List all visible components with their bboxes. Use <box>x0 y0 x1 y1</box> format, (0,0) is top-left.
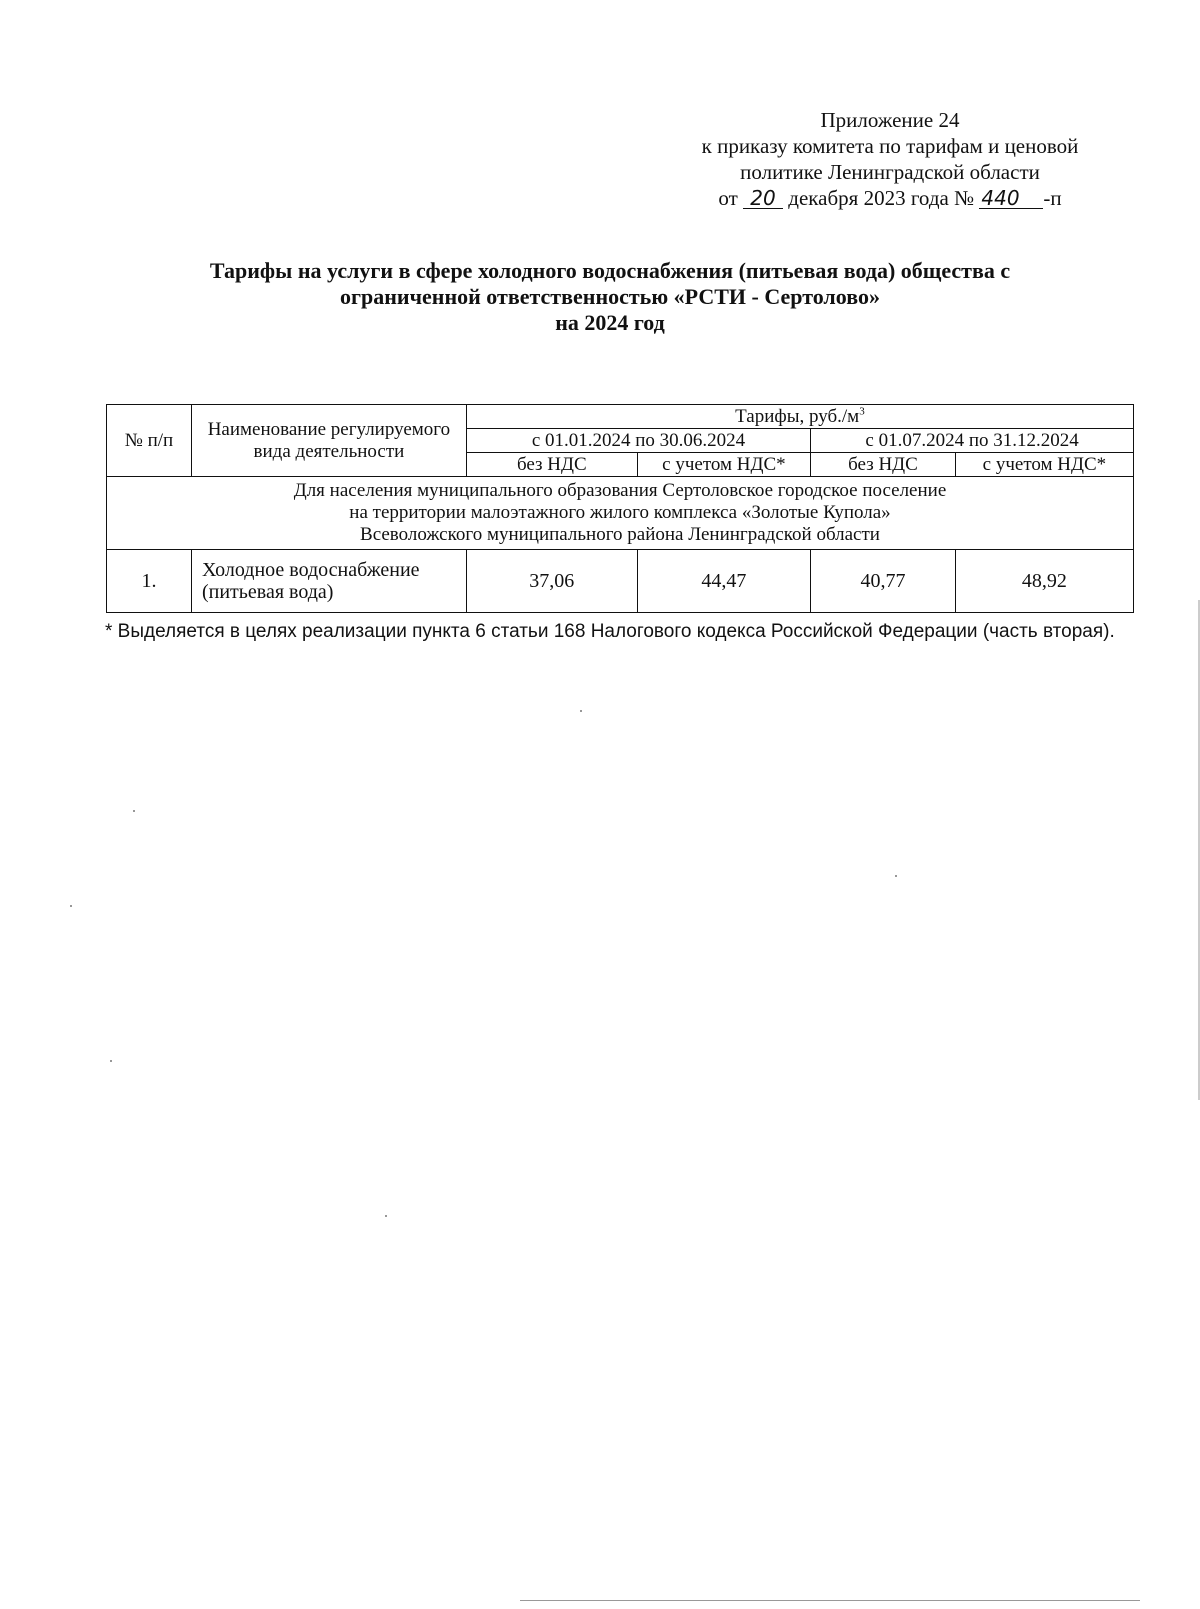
section-line-1: Для населения муниципального образования Сертоловское городское поселение <box>293 480 947 501</box>
handwritten-number: 440 <box>979 188 1043 209</box>
header-period-2: с 01.07.2024 по 31.12.2024 <box>811 429 1134 453</box>
number-suffix: -п <box>1043 186 1062 210</box>
section-line-3: Всеволожского муниципального района Ленинградской области <box>360 524 880 545</box>
header-p2-with-vat: с учетом НДС* <box>955 453 1133 477</box>
handwritten-day: 20 <box>743 188 783 209</box>
scan-speck <box>70 905 72 907</box>
header-tariffs-sup: 3 <box>859 405 865 418</box>
title-line-1: Тарифы на услуги в сфере холодного водоснабжения (питьевая вода) общества с <box>209 258 1011 283</box>
scan-edge-bottom <box>520 1600 1140 1602</box>
header-tariffs-label: Тарифы, руб./м <box>735 405 860 427</box>
row-p1-with-vat: 44,47 <box>637 550 810 613</box>
tariffs-table <box>106 404 1134 613</box>
appendix-number: Приложение 24 <box>820 108 960 132</box>
appendix-order-ref: к приказу комитета по тарифам и ценовой <box>701 134 1079 158</box>
header-tariffs <box>466 405 1133 429</box>
title-line-3: на 2024 год <box>555 310 665 335</box>
table-header-row-1 <box>107 405 1134 429</box>
header-num: № п/п <box>107 405 192 477</box>
scan-speck <box>110 1060 112 1062</box>
date-prefix: от <box>718 186 738 210</box>
header-period-1: с 01.01.2024 по 30.06.2024 <box>466 429 810 453</box>
table-section-row <box>107 477 1134 550</box>
appendix-committee: политике Ленинградской области <box>740 160 1040 184</box>
row-activity-name: Холодное водоснабжение (питьевая вода) <box>191 550 466 613</box>
scan-speck <box>385 1215 387 1217</box>
document-title <box>110 258 1110 336</box>
header-p1-with-vat: с учетом НДС* <box>637 453 810 477</box>
scan-speck <box>895 875 897 877</box>
scan-speck <box>133 810 135 812</box>
section-caption <box>107 477 1134 550</box>
table-row <box>107 550 1134 613</box>
footnote: * Выделяется в целях реализации пункта 6 статьи 168 Налогового кодекса Российской Федерации (часть вторая). <box>105 621 1115 642</box>
header-activity-name: Наименование регулируемого вида деятельности <box>191 405 466 477</box>
header-p1-no-vat: без НДС <box>466 453 637 477</box>
row-num: 1. <box>107 550 192 613</box>
date-middle: декабря 2023 года № <box>788 186 975 210</box>
scan-speck <box>580 710 582 712</box>
appendix-date-line <box>640 185 1140 211</box>
row-p2-with-vat: 48,92 <box>955 550 1133 613</box>
appendix-header <box>640 107 1140 211</box>
header-p2-no-vat: без НДС <box>811 453 956 477</box>
title-line-2: ограниченной ответственностью «РСТИ - Сертолово» <box>340 284 880 309</box>
row-p2-no-vat: 40,77 <box>811 550 956 613</box>
section-line-2: на территории малоэтажного жилого комплекса «Золотые Купола» <box>349 502 891 523</box>
row-p1-no-vat: 37,06 <box>466 550 637 613</box>
